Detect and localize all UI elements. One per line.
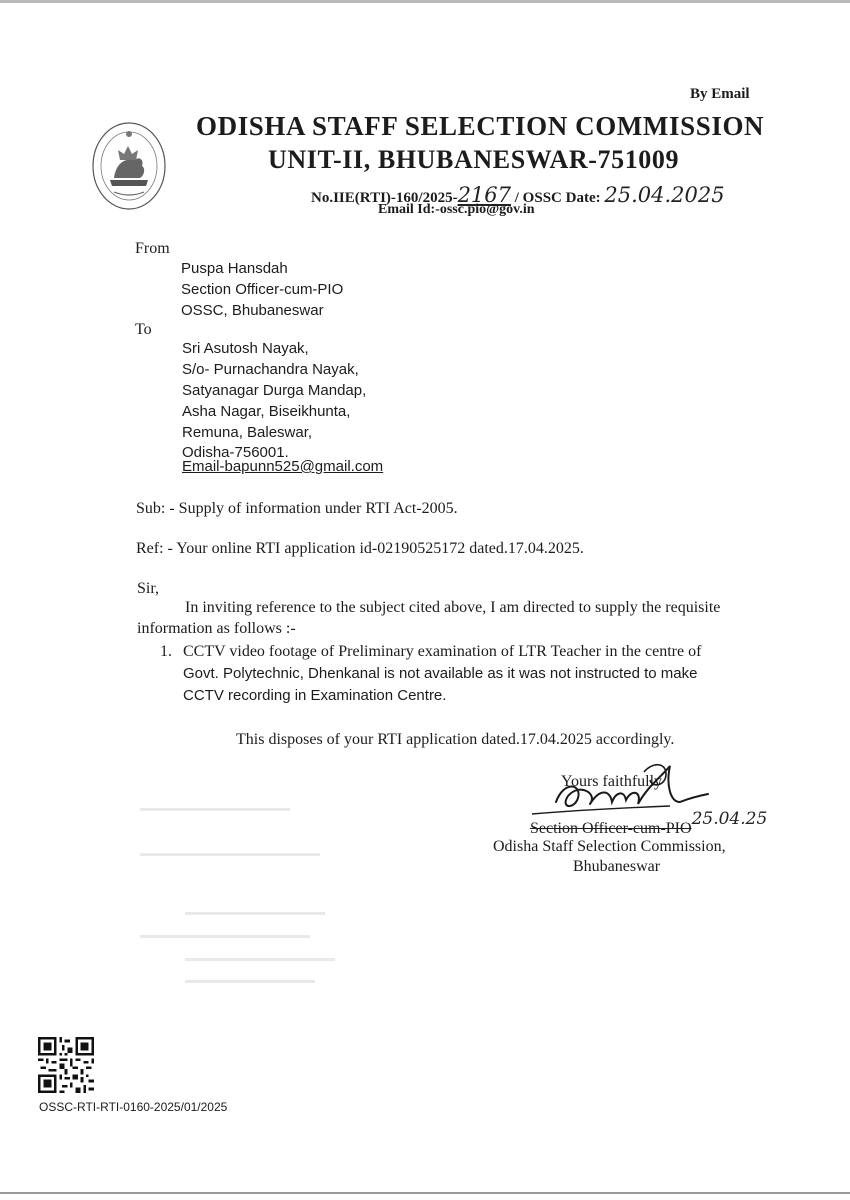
odisha-emblem-seal [90, 120, 168, 212]
to-address-line: Sri Asutosh Nayak, [182, 340, 309, 357]
signatory-city: Bhubaneswar [573, 858, 661, 875]
designation-text: Section Officer-cum-PIO [530, 820, 692, 837]
closing-paragraph: This disposes of your RTI application dated.17.04.2025 accordingly. [236, 731, 675, 748]
to-address-line: Satyanagar Durga Mandap, [182, 382, 367, 399]
list-item-text: Govt. Polytechnic, Dhenkanal is not available as it was not instructed to make [183, 665, 698, 682]
to-address-line: Remuna, Baleswar, [182, 424, 313, 441]
bleed-through-mark [140, 853, 320, 856]
from-office: OSSC, Bhubaneswar [181, 302, 324, 319]
bleed-through-mark [185, 958, 335, 961]
bleed-through-mark [185, 980, 315, 983]
from-label: From [135, 240, 170, 257]
office-email: Email Id:-ossc.pio@gov.in [378, 202, 535, 217]
handwritten-ref-number: 2167 [457, 183, 512, 207]
to-address-line: S/o- Purnachandra Nayak, [182, 361, 359, 378]
scan-bottom-edge [0, 1192, 850, 1194]
handwritten-date: 25.04.2025 [604, 183, 725, 207]
ref-suffix: / OSSC Date: [514, 190, 601, 206]
bleed-through-mark [140, 808, 290, 811]
subject-line: Sub: - Supply of information under RTI Act-2005. [136, 500, 458, 517]
bleed-through-mark [140, 935, 310, 938]
scan-top-edge [0, 0, 850, 3]
organization-name: ODISHA STAFF SELECTION COMMISSION [196, 111, 765, 141]
bleed-through-mark [185, 912, 325, 915]
reference-line: Ref: - Your online RTI application id-02190525172 dated.17.04.2025. [136, 540, 584, 557]
document-footer-code: OSSC-RTI-RTI-0160-2025/01/2025 [39, 1100, 228, 1114]
to-address-line: Odisha-756001. [182, 444, 289, 461]
list-item-text: CCTV video footage of Preliminary examination of LTR Teacher in the centre of [183, 643, 702, 660]
list-item-text: CCTV recording in Examination Centre. [183, 687, 447, 704]
signatory-designation [530, 809, 768, 838]
ref-prefix: No.IIE(RTI)-160/2025- [311, 190, 458, 206]
intro-paragraph-line: In inviting reference to the subject cited above, I am directed to supply the requisite [185, 599, 721, 616]
to-label: To [135, 321, 152, 338]
by-email-label: By Email [690, 86, 750, 102]
document-qr-code [38, 1037, 94, 1093]
yours-faithfully: Yours faithfully [561, 773, 663, 790]
to-address-line: Asha Nagar, Biseikhunta, [182, 403, 351, 420]
handwritten-sign-date: 25.04.25 [691, 809, 768, 829]
list-item-number: 1. [160, 643, 172, 660]
from-name: Puspa Hansdah [181, 260, 288, 277]
intro-paragraph-line: information as follows :- [137, 620, 296, 637]
recipient-email-link[interactable]: Email-bapunn525@gmail.com [182, 458, 384, 475]
signatory-commission: Odisha Staff Selection Commission, [493, 838, 726, 855]
from-designation: Section Officer-cum-PIO [181, 281, 344, 298]
salutation: Sir, [137, 580, 160, 597]
organization-unit: UNIT-II, BHUBANESWAR-751009 [268, 145, 680, 174]
